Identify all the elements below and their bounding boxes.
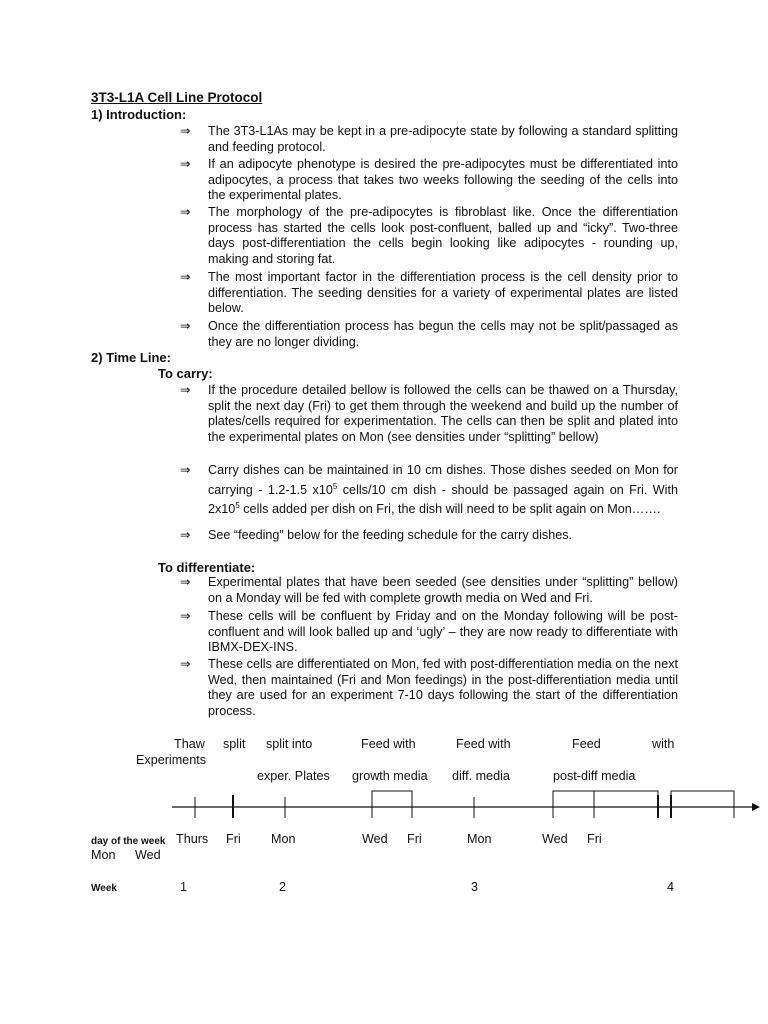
day-thurs: Thurs: [176, 832, 209, 846]
arrow-right-icon: ⇒: [180, 383, 191, 397]
arrow-right-icon: ⇒: [180, 205, 191, 219]
day-mon: Mon: [271, 832, 296, 846]
diff-bullet: ⇒ These cells are differentiated on Mon, fed with post-differentiation media on the next Wed, then maintained (Fri and Mon feedings) in the post-differentiation media until they are used for an experiment 7-10 days following the start of the differentiation process.: [180, 657, 678, 718]
timeline-label-split-into: split into: [266, 737, 313, 751]
arrow-right-icon: ⇒: [180, 319, 191, 333]
intro-bullet: ⇒ The morphology of the pre-adipocytes is fibroblast like. Once the differentiation process has started the cells look post-confluent, balled up and “icky”. Two-three days post-differentiation the cells begin looking like adipocytes - rounding up, making and storing fat.: [180, 205, 678, 266]
week-label: Week: [91, 883, 117, 894]
carry-heading: To carry:: [158, 366, 213, 381]
arrow-right-icon: ⇒: [180, 575, 191, 589]
week-number: 4: [667, 880, 675, 894]
day-wed: Wed: [135, 848, 161, 862]
timeline-label-split: split: [223, 737, 246, 751]
carry-bullet: ⇒ Carry dishes can be maintained in 10 cm dishes. Those dishes seeded on Mon for carrying - 1.2-1.5 $x10^5$ cells/10 cm dish - should be passaged again on Fri. With $2x10^5$ cells added per dish on Fri, the dish will need to be split again on Mon…….: [180, 463, 678, 517]
arrow-right-icon: ⇒: [180, 528, 191, 542]
day-fri: Fri: [587, 832, 602, 846]
day-fri: Fri: [226, 832, 241, 846]
timeline-label-thaw: Thaw: [174, 737, 205, 751]
timeline-label-feed-diff: Feed with: [456, 737, 511, 751]
intro-bullet: ⇒ If an adipocyte phenotype is desired the pre-adipocytes must be differentiated into adipocytes, a process that takes two weeks following the seeding of the cells into the experimental plates.: [180, 157, 678, 203]
intro-bullet: ⇒ The most important factor in the differentiation process is the cell density prior to differentiation. The seeding densities for a variety of experimental plates are listed below.: [180, 270, 678, 316]
day-mon: Mon: [467, 832, 492, 846]
arrow-right-icon: ⇒: [180, 463, 191, 477]
timeline-box-post-diff: [553, 791, 658, 807]
day-wed: Wed: [362, 832, 388, 846]
day-mon: Mon: [91, 848, 116, 862]
timeline-label-post-diff-media: post-diff media: [553, 769, 636, 783]
intro-heading: 1) Introduction:: [91, 107, 187, 122]
diff-bullet: ⇒ Experimental plates that have been seeded (see densities under “splitting” bellow) on a Monday will be fed with complete growth media on Wed and Fri.: [180, 575, 678, 605]
timeline-label-with: with: [652, 737, 675, 751]
day-fri: Fri: [407, 832, 422, 846]
timeline-label-feed: Feed: [572, 737, 601, 751]
differentiate-heading: To differentiate:: [158, 560, 256, 575]
arrow-head-icon: [752, 803, 760, 811]
arrow-right-icon: ⇒: [180, 609, 191, 623]
timeline-label-experiments: Experiments: [136, 753, 206, 767]
document-title: 3T3-L1A Cell Line Protocol: [91, 90, 263, 105]
timeline-heading: 2) Time Line:: [91, 350, 171, 365]
week-number: 1: [180, 880, 188, 894]
week-number: 3: [471, 880, 479, 894]
timeline-label-diff-media: diff. media: [452, 769, 510, 783]
diff-bullet: ⇒ These cells will be confluent by Friday and on the Monday following will be post-confluent and will look balled up and ‘ugly’ – they are now ready to differentiate with IBMX-DEX-INS.: [180, 609, 678, 655]
timeline-box-week4: [671, 791, 734, 807]
arrow-right-icon: ⇒: [180, 270, 191, 284]
intro-bullet: ⇒ The 3T3-L1As may be kept in a pre-adipocyte state by following a standard splitting and feeding protocol.: [180, 124, 678, 154]
timeline-label-feed-growth: Feed with: [361, 737, 416, 751]
arrow-right-icon: ⇒: [180, 124, 191, 138]
timeline-box-growth: [372, 791, 412, 807]
arrow-right-icon: ⇒: [180, 657, 191, 671]
timeline-label-exper-plates: exper. Plates: [257, 769, 330, 783]
day-wed: Wed: [542, 832, 568, 846]
week-number: 2: [279, 880, 287, 894]
arrow-right-icon: ⇒: [180, 157, 191, 171]
intro-bullet: ⇒ Once the differentiation process has begun the cells may not be split/passaged as they are no longer dividing.: [180, 319, 678, 349]
timeline-label-growth-media: growth media: [352, 769, 428, 783]
carry-bullet: ⇒ See “feeding” below for the feeding schedule for the carry dishes.: [180, 528, 573, 542]
day-of-week-label: day of the week: [91, 836, 166, 847]
carry-bullet: ⇒ If the procedure detailed bellow is followed the cells can be thawed on a Thursday, split the next day (Fri) to get them through the weekend and build up the number of plates/cells required for experimentation. The cells can then be split and plated into the experimental plates on Mon (see densities under “splitting” bellow): [180, 383, 678, 444]
